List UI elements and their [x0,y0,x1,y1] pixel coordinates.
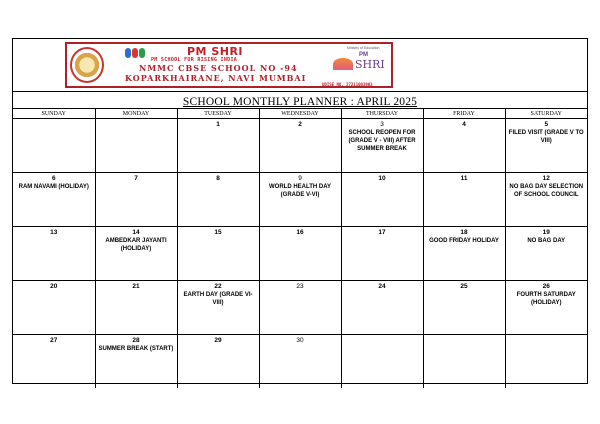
day-number: 17 [378,229,386,236]
calendar-day-cell [341,335,423,389]
calendar-week-row [13,173,587,227]
day-number: 20 [50,283,58,290]
day-number: 13 [50,229,58,236]
calendar-day-cell [177,281,259,335]
day-event-note: FOURTH SATURDAY (HOLIDAY) [516,292,576,306]
ministry-label: Ministry of Education [347,46,380,50]
day-event-note: SCHOOL REOPEN FOR (GRADE V - VIII) AFTER SUMMER BREAK [348,130,416,152]
day-number: 21 [132,283,140,290]
calendar-day-cell [505,119,587,173]
day-number: 24 [378,283,386,290]
day-number: 9 [298,175,302,182]
day-event-note: NO BAG DAY SELECTION OF SCHOOL COUNCIL [509,184,584,198]
calendar-day-cell [423,227,505,281]
day-number: 14 [132,229,140,236]
day-number: 2 [298,121,302,128]
calendar-day-cell [177,227,259,281]
calendar-day-cell [95,119,177,173]
school-crest-icon [70,47,104,83]
logo-prefix: PM [359,52,368,58]
day-number: 18 [460,229,468,236]
day-event-note: RAM NAVAMI (HOLIDAY) [18,184,89,190]
calendar-day-cell [259,281,341,335]
day-number: 28 [132,337,140,344]
planner-title: SCHOOL MONTHLY PLANNER : APRIL 2025 [182,96,418,108]
day-event-note: WORLD HEALTH DAY (GRADE V-VI) [269,184,331,198]
calendar-day-cell [259,227,341,281]
calendar-day-cell [505,335,587,389]
weekday-header: SATURDAY [505,109,587,119]
weekday-header-row [13,109,587,119]
school-location: KOPARKHAIRANE, NAVI MUMBAI [125,73,307,83]
calendar-day-cell [177,173,259,227]
day-number: 12 [542,175,550,182]
calendar-day-cell [505,173,587,227]
calendar-day-cell [259,119,341,173]
school-banner [65,42,393,88]
calendar-day-cell [423,173,505,227]
calendar-day-cell [13,335,95,389]
calendar-week-row [13,335,587,389]
day-number: 15 [214,229,222,236]
calendar-day-cell [13,227,95,281]
calendar-week-row [13,119,587,173]
school-name: NMMC CBSE SCHOOL NO -94 [139,63,298,73]
calendar-day-cell [259,173,341,227]
calendar-day-cell [177,335,259,389]
calendar-day-cell [505,227,587,281]
calendar-day-cell [341,119,423,173]
lotus-icon [333,58,353,70]
day-number: 1 [216,121,220,128]
day-number: 16 [296,229,304,236]
day-number: 27 [50,337,58,344]
udise-number: UDISE NO. 27211003903 [322,82,373,87]
brand-tagline: PM SCHOOL FOR RISING INDIA [151,57,238,63]
calendar-day-cell [341,227,423,281]
calendar-day-cell [341,281,423,335]
calendar-day-cell [95,335,177,389]
day-number: 25 [460,283,468,290]
calendar-day-cell [95,227,177,281]
calendar-day-cell [95,173,177,227]
day-event-note: GOOD FRIDAY HOLIDAY [429,238,499,244]
calendar-day-cell [259,335,341,389]
calendar-day-cell [13,119,95,173]
brand-name: PM SHRI [187,45,244,58]
calendar-day-cell [423,119,505,173]
school-header [13,39,587,92]
weekday-header: SUNDAY [13,109,95,119]
day-number: 6 [51,175,56,182]
planner-sheet [12,38,588,384]
day-number: 29 [214,337,222,344]
day-number: 7 [134,175,138,182]
calendar-day-cell [177,119,259,173]
weekday-header: TUESDAY [177,109,259,119]
day-number: 26 [542,283,550,290]
day-number: 19 [542,229,550,236]
day-event-note: SUMMER BREAK (START) [98,346,174,352]
calendar-day-cell [13,173,95,227]
pm-shri-logo-icon [329,52,389,74]
day-event-note: FILED VISIT (GRADE V TO VIII) [508,130,584,144]
day-number: 30 [296,337,304,344]
logo-text: SHRI [355,58,385,71]
calendar-week-row [13,227,587,281]
calendar-day-cell [423,335,505,389]
calendar-day-cell [341,173,423,227]
weekday-header: FRIDAY [423,109,505,119]
day-number: 8 [216,175,220,182]
day-event-note: EARTH DAY (GRADE VI-VIII) [183,292,253,306]
day-number: 10 [378,175,386,182]
day-number: 11 [460,175,468,182]
calendar-week-row [13,281,587,335]
calendar-day-cell [13,281,95,335]
day-event-note: NO BAG DAY [527,238,566,244]
calendar-day-cell [95,281,177,335]
calendar-day-cell [505,281,587,335]
day-number: 22 [214,283,222,290]
title-row [13,92,587,109]
weekday-header: MONDAY [95,109,177,119]
day-number: 5 [544,121,549,128]
day-number: 3 [380,121,384,128]
day-number: 23 [296,283,304,290]
day-event-note: AMBEDKAR JAYANTI (HOLIDAY) [105,238,167,252]
calendar-day-cell [423,281,505,335]
weekday-header: WEDNESDAY [259,109,341,119]
calendar-table [13,109,587,388]
weekday-header: THURSDAY [341,109,423,119]
day-number: 4 [462,121,466,128]
children-icon [125,48,147,60]
